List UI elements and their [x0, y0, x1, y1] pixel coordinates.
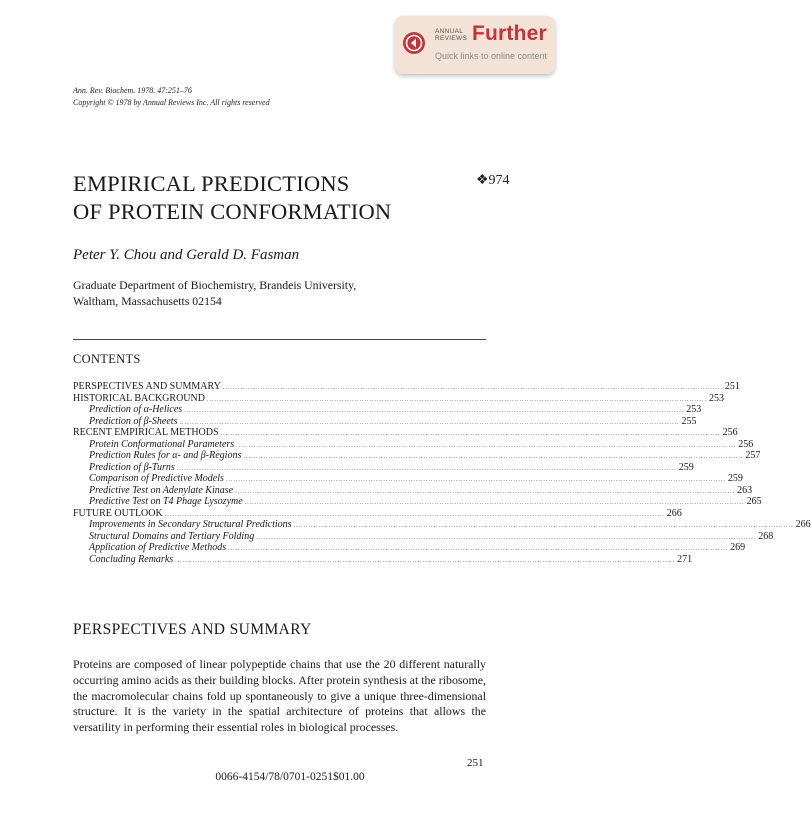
toc-leader-dots: ........................................................................................................................................................................................................ [228, 546, 729, 552]
citation-line1: Ann. Rev. Biochem. 1978. 47:251–76 [73, 86, 192, 95]
toc-entry[interactable] [73, 553, 693, 566]
toc-entry-page: 265 [746, 496, 762, 507]
toc-entry-page: 259 [727, 473, 743, 484]
badge-subtitle: Quick links to online content [435, 51, 548, 61]
toc-entry-label: Predictive Test on Adenylate Kinase [89, 484, 234, 496]
toc-entry-label: Prediction of β-Turns [89, 461, 175, 473]
toc-entry[interactable] [73, 519, 811, 531]
title-line2: OF PROTEIN CONFORMATION [73, 199, 392, 224]
toc-entry-label: FUTURE OUTLOOK [73, 507, 163, 519]
badge-brand [435, 28, 467, 42]
toc-entry-page: 256 [738, 438, 754, 450]
toc-entry-label: Predictive Test on T4 Phage Lysozyme [89, 496, 243, 507]
toc-leader-dots: ........................................................................................................................................................................................................ [175, 557, 676, 564]
toc-leader-dots: ........................................................................................................................................................................................................ [293, 523, 794, 529]
toc-entry-label: Comparison of Predictive Models [89, 473, 224, 484]
title-line1: EMPIRICAL PREDICTIONS [73, 171, 350, 196]
toc-entry-page: 271 [677, 553, 693, 565]
toc-leader-dots: ........................................................................................................................................................................................................ [164, 511, 665, 518]
contents-heading: CONTENTS [73, 352, 141, 366]
toc-entry[interactable] [73, 415, 697, 428]
affiliation-line1: Graduate Department of Biochemistry, Brandeis University, [73, 278, 357, 292]
toc-entry-page: 259 [678, 461, 694, 473]
toc-entry-label: Prediction of β-Sheets [89, 415, 178, 427]
authors: Peter Y. Chou and Gerald D. Fasman [73, 247, 300, 263]
toc-entry-label: PERSPECTIVES AND SUMMARY [73, 381, 221, 392]
affiliation-line2: Waltham, Massachusetts 02154 [73, 294, 222, 308]
toc-entry-label: Application of Predictive Methods [89, 542, 227, 553]
toc-entry[interactable] [73, 496, 762, 508]
page-number: 251 [467, 757, 484, 769]
toc-entry[interactable] [73, 381, 740, 393]
toc-entry[interactable] [73, 427, 738, 439]
citation-line2: Copyright © 1978 by Annual Reviews Inc. All rights reserved [73, 98, 270, 107]
toc-leader-dots: ........................................................................................................................................................................................................ [256, 534, 757, 541]
toc-entry-page: 256 [722, 427, 738, 438]
toc-leader-dots: ........................................................................................................................................................................................................ [184, 408, 685, 414]
toc-leader-dots: ........................................................................................................................................................................................................ [220, 431, 721, 437]
table-of-contents [73, 381, 811, 565]
toc-entry-page: 251 [724, 381, 740, 392]
left-arrow-circle-icon [402, 31, 426, 55]
toc-leader-dots: ........................................................................................................................................................................................................ [176, 465, 677, 472]
toc-entry-page: 257 [745, 450, 761, 461]
toc-leader-dots: ........................................................................................................................................................................................................ [236, 442, 737, 449]
toc-entry-page: 269 [730, 542, 746, 553]
toc-entry[interactable] [73, 438, 754, 451]
footer-code: 0066-4154/78/0701-0251$01.00 [215, 771, 365, 783]
toc-entry[interactable] [73, 392, 724, 405]
toc-entry-page: 253 [686, 404, 702, 415]
toc-leader-dots: ........................................................................................................................................................................................................ [222, 385, 723, 391]
toc-entry-label: Protein Conformational Parameters [89, 438, 235, 450]
toc-entry[interactable] [73, 542, 746, 554]
toc-entry-label: Improvements in Secondary Structural Predictions [89, 519, 292, 530]
toc-leader-dots: ........................................................................................................................................................................................................ [179, 419, 680, 426]
toc-entry-label: RECENT EMPIRICAL METHODS [73, 427, 219, 438]
toc-leader-dots: ........................................................................................................................................................................................................ [225, 477, 726, 483]
toc-entry[interactable] [73, 484, 753, 497]
toc-entry-label: Concluding Remarks [89, 553, 174, 565]
toc-entry-page: 266 [666, 507, 682, 519]
badge-brand-line1: ANNUAL [435, 28, 464, 35]
toc-leader-dots: ........................................................................................................................................................................................................ [235, 488, 736, 495]
toc-entry-page: 263 [737, 484, 753, 496]
toc-entry-label: Prediction Rules for α- and β-Regions [89, 450, 242, 461]
toc-entry[interactable] [73, 507, 682, 520]
toc-entry[interactable] [73, 404, 702, 416]
toc-entry[interactable] [73, 461, 694, 474]
toc-entry-page: 268 [758, 530, 774, 542]
toc-entry-page: 266 [795, 519, 811, 530]
toc-entry-label: Structural Domains and Tertiary Folding [89, 530, 255, 542]
toc-entry-label: Prediction of α-Helices [89, 404, 183, 415]
toc-entry[interactable] [73, 530, 774, 543]
article-title [73, 170, 391, 226]
badge-title: Further [472, 22, 547, 45]
chapter-id: ❖974 [476, 173, 510, 188]
toc-entry[interactable] [73, 450, 761, 462]
toc-leader-dots: ........................................................................................................................................................................................................ [244, 500, 745, 506]
toc-entry-label: HISTORICAL BACKGROUND [73, 392, 205, 404]
toc-leader-dots: ........................................................................................................................................................................................................ [206, 396, 707, 403]
toc-entry[interactable] [73, 473, 743, 485]
body-paragraph: Proteins are composed of linear polypeptide chains that use the 20 different naturally occurring amino acids as their building blocks. After protein synthesis at the ribosome, the macromolecular chains fold up spontaneously to give a unique three-dimensional structure. It is the variety in the spatial architecture of proteins that allows the versatility in performing their essential roles in biological processes. [73, 657, 486, 735]
annual-reviews-further-badge[interactable] [395, 16, 555, 74]
divider [73, 339, 486, 340]
badge-brand-line2: REVIEWS [435, 35, 468, 42]
journal-citation [73, 85, 270, 109]
affiliation [73, 277, 356, 309]
section-heading: PERSPECTIVES AND SUMMARY [73, 621, 312, 638]
toc-entry-page: 255 [681, 415, 697, 427]
toc-leader-dots: ........................................................................................................................................................................................................ [243, 454, 744, 460]
toc-entry-page: 253 [708, 392, 724, 404]
